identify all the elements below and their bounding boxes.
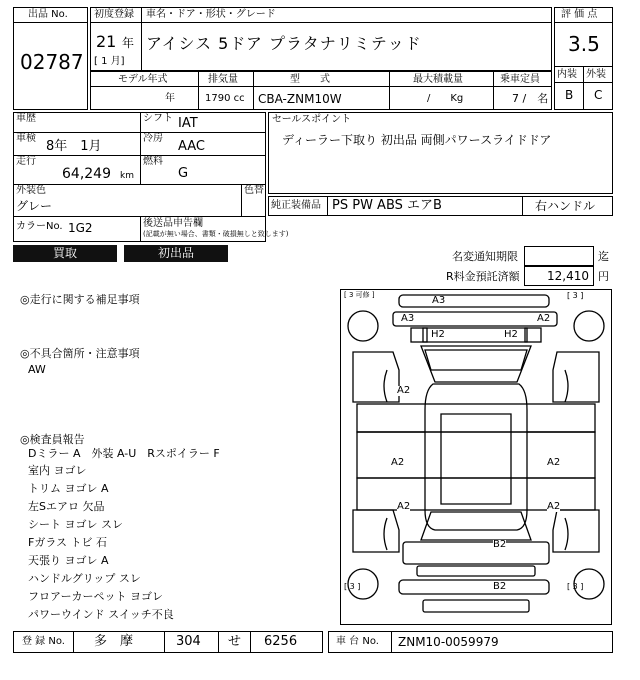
name-change-field <box>524 246 594 266</box>
reg-kana: せ <box>228 634 242 649</box>
mark-a2-door-left: A2 <box>391 457 405 468</box>
report-line: ハンドルグリップ スレ <box>28 572 141 585</box>
shift-value: IAT <box>178 116 198 131</box>
max-load-value: / Kg <box>427 93 464 104</box>
inspection-label: 車検 <box>16 133 36 144</box>
docs-label: 後送品申告欄 <box>143 218 203 229</box>
shift-label: シフト <box>143 113 173 124</box>
recycle-value: 12,410 <box>547 269 589 283</box>
max-load-label: 最大積載量 <box>413 74 463 85</box>
defects-title: ◎不具合箇所・注意事項 <box>20 347 140 360</box>
reg-number: 6256 <box>264 634 298 649</box>
reg-label: 登 録 No. <box>22 636 65 647</box>
chassis-value: ZNM10-0059979 <box>398 635 499 649</box>
ac-label: 冷房 <box>143 133 163 144</box>
exterior-grade: C <box>594 88 603 102</box>
mark-a3-front: A3 <box>401 313 415 324</box>
name-change-label: 名変通知期限 <box>452 250 518 263</box>
lot-number: 02787 <box>20 50 84 74</box>
mark-a2-door-right: A2 <box>547 457 561 468</box>
ext-color-value: グレー <box>16 199 53 213</box>
mileage-value: 64,249 <box>62 166 111 182</box>
type-value: CBA-ZNM10W <box>258 92 342 106</box>
corner-label-br: [ 3 ] <box>567 582 584 591</box>
color-change-label: 色替 <box>244 185 264 196</box>
mark-h2-left: H2 <box>431 329 445 340</box>
fuel-label: 燃料 <box>143 156 163 167</box>
first-reg-month: [ 1 月] <box>94 56 125 67</box>
report-line: 室内 ヨゴレ <box>28 464 87 477</box>
mark-a2-front: A2 <box>537 313 551 324</box>
recycle-unit: 円 <box>598 270 609 283</box>
car-outline <box>341 290 611 624</box>
model-year-unit: 年 <box>165 93 175 104</box>
sales-point-label: セールスポイント <box>272 114 352 125</box>
chassis-label: 車 台 No. <box>336 636 379 647</box>
car-name: アイシス 5ドア プラタナリミテッド <box>146 34 422 53</box>
mark-b2-rear: B2 <box>493 539 507 550</box>
corner-label-bl: [ 3 ] <box>344 582 361 591</box>
mileage-label: 走行 <box>16 156 36 167</box>
purchase-badge: 買取 <box>13 245 117 262</box>
driving-title: ◎走行に関する補足事項 <box>20 293 140 306</box>
equipment-label: 純正装備品 <box>271 200 321 211</box>
score-value: 3.5 <box>568 32 600 56</box>
mileage-unit: km <box>120 171 134 181</box>
exterior-label: 外装 <box>586 69 606 80</box>
reg-area: 多 摩 <box>94 634 134 649</box>
displacement-value: 1790 cc <box>205 93 245 104</box>
lot-label: 出品 No. <box>28 9 68 20</box>
report-line: フロアーカーペット ヨゴレ <box>28 590 163 603</box>
report-line: トリム ヨゴレ A <box>28 482 109 495</box>
reg-class: 304 <box>176 634 201 649</box>
car-diagram <box>340 289 612 625</box>
car-desc-label: 車名・ドア・形状・グレード <box>146 9 276 20</box>
mark-b2-bumper: B2 <box>493 581 507 592</box>
capacity-label: 乗車定員 <box>500 74 540 85</box>
capacity-value: 7 / 名 <box>512 92 549 105</box>
report-line: パワーウインド スイッチ不良 <box>28 608 174 621</box>
displacement-label: 排気量 <box>208 74 238 85</box>
handle-value: 右ハンドル <box>535 199 596 213</box>
corner-label-tl: [ 3 可修 ] <box>344 291 375 299</box>
name-change-unit: 迄 <box>598 250 609 263</box>
mark-a2-rear-left: A2 <box>397 501 411 512</box>
inspection-value: 8年 1月 <box>46 139 102 154</box>
interior-grade: B <box>565 88 574 102</box>
ac-value: AAC <box>178 139 205 154</box>
first-reg-year-unit: 年 <box>122 36 135 50</box>
score-label: 評 価 点 <box>561 9 598 20</box>
mark-h2-right: H2 <box>504 329 518 340</box>
color-no-value: 1G2 <box>68 221 93 235</box>
inspector-title: ◎検査員報告 <box>20 433 85 446</box>
equipment-value: PS PW ABS エアB <box>332 198 442 213</box>
defects-value: AW <box>28 363 46 376</box>
color-no-label: カラーNo. <box>16 221 63 232</box>
mark-a3-top: A3 <box>432 295 446 306</box>
report-line: Dミラー A 外装 A-U Rスポイラー F <box>28 447 220 460</box>
docs-note: (記載が無い場合、書類・破損無しと致します) <box>143 230 289 238</box>
report-line: Fガラス トビ 石 <box>28 536 107 549</box>
mark-a2-fender: A2 <box>397 385 411 396</box>
interior-label: 内装 <box>557 69 577 80</box>
report-line: 天張り ヨゴレ A <box>28 554 109 567</box>
mark-a2-rear-right: A2 <box>547 501 561 512</box>
type-label: 型 式 <box>290 74 330 85</box>
fuel-value: G <box>178 166 189 181</box>
sales-point-value: ディーラー下取り 初出品 両側パワースライドドア <box>282 133 552 147</box>
report-line: シート ヨゴレ スレ <box>28 518 123 531</box>
ext-color-label: 外装色 <box>16 185 46 196</box>
model-year-label: モデル年式 <box>118 74 168 85</box>
report-line: 左Sエアロ 欠品 <box>28 500 105 513</box>
history-label: 車歴 <box>16 113 36 124</box>
first-reg-year: 21 <box>96 32 117 51</box>
first-listing-badge: 初出品 <box>124 245 228 262</box>
first-reg-label: 初度登録 <box>94 9 134 20</box>
recycle-label: R料金預託済額 <box>446 270 520 283</box>
corner-label-tr: [ 3 ] <box>567 291 584 300</box>
